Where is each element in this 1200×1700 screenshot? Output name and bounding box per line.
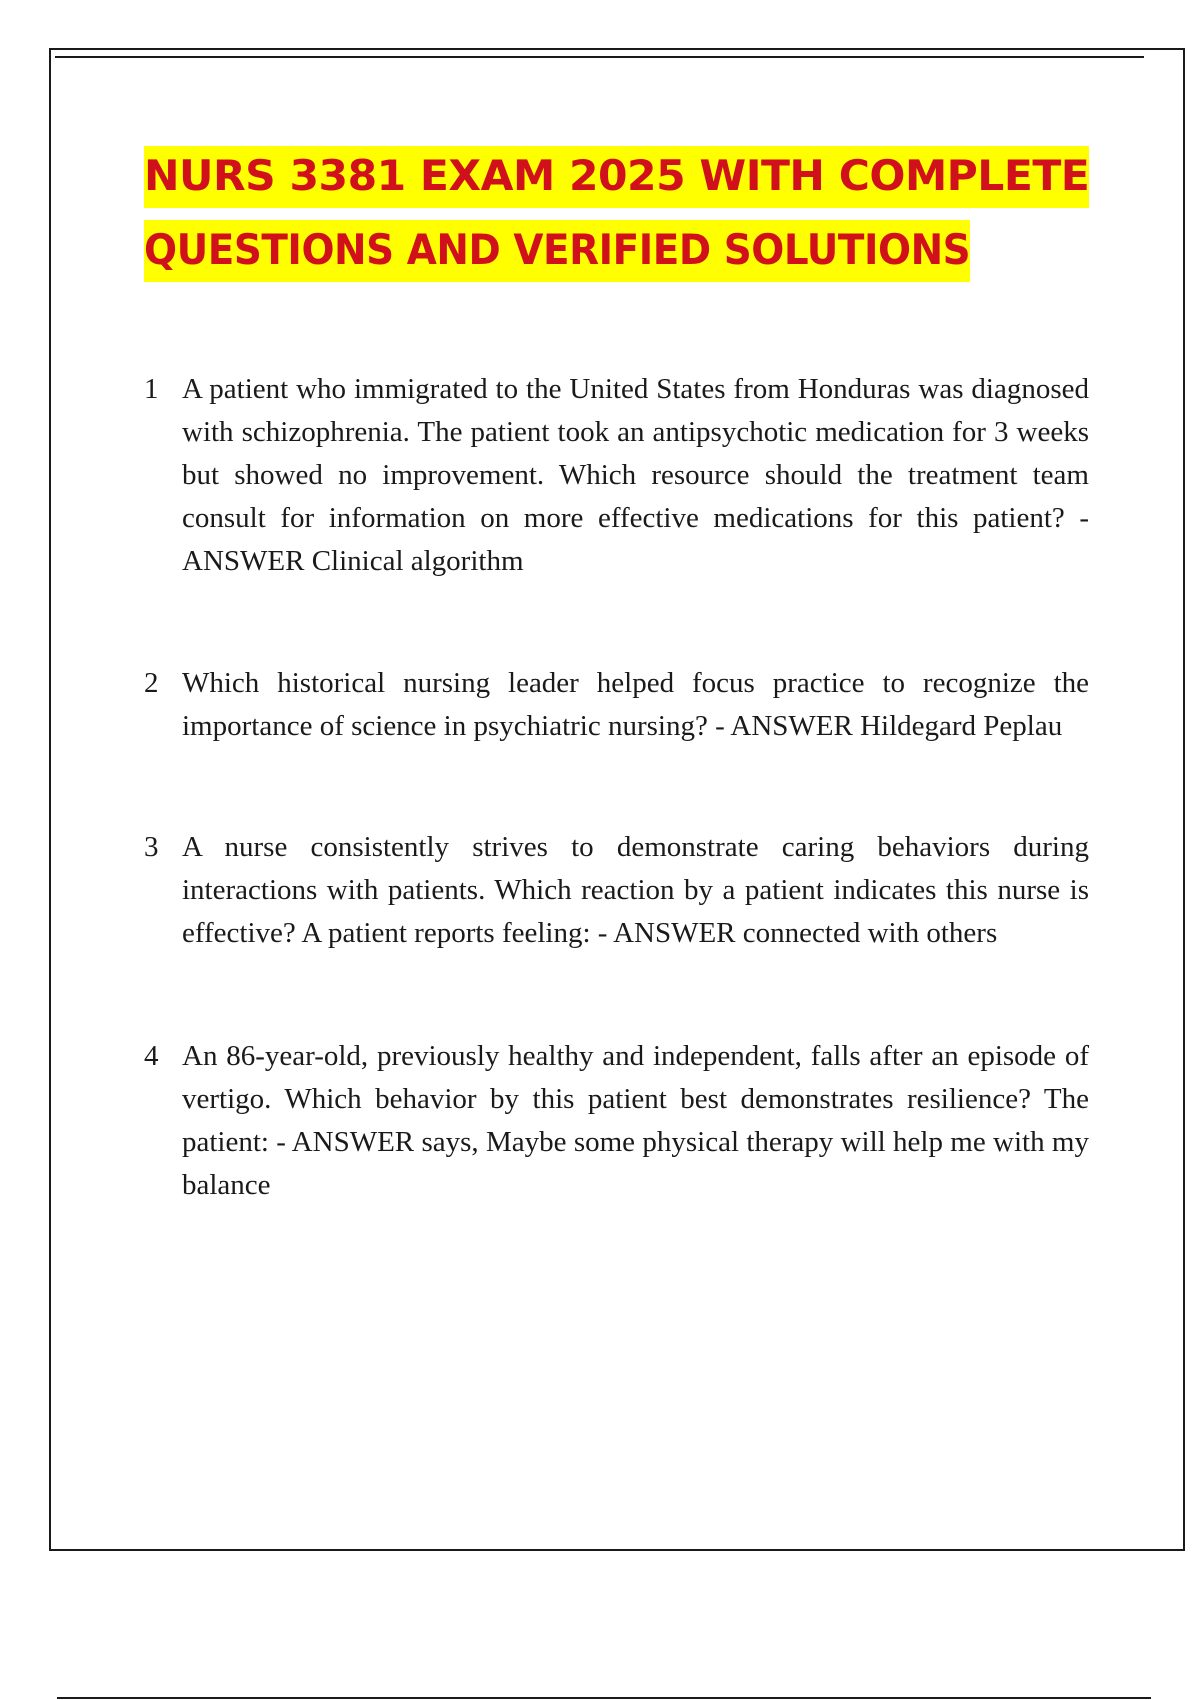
question-text: A patient who immigrated to the United States from Honduras was diagnosed with schizophrenia. The patient took an antipsychotic medication for 3 weeks but showed no improvement. Which resource should the treatment team consult for information on more effective medications for this patient? - ANSWER Clinical algorithm xyxy=(182,373,1089,577)
title-line-1: NURS 3381 EXAM 2025 WITH COMPLETE xyxy=(144,146,1089,208)
question-list xyxy=(144,368,1089,1207)
question-item xyxy=(144,826,1089,955)
question-number: 2 xyxy=(144,667,159,699)
question-item xyxy=(144,662,1089,748)
question-text: Which historical nursing leader helped focus practice to recognize the importance of science in psychiatric nursing? - ANSWER Hildegard Peplau xyxy=(182,667,1089,742)
question-item xyxy=(144,1035,1089,1207)
question-item xyxy=(144,368,1089,583)
document-title xyxy=(144,146,1089,282)
bottom-rule xyxy=(57,1697,1151,1699)
question-text: A nurse consistently strives to demonstrate caring behaviors during interactions with patients. Which reaction by a patient indicates this nurse is effective? A patient reports feeling: - ANSWER connected with others xyxy=(182,831,1089,949)
question-number: 3 xyxy=(144,831,159,863)
question-text: An 86-year-old, previously healthy and independent, falls after an episode of vertigo. Which behavior by this patient best demonstrates resilience? The patient: - ANSWER says, Maybe some physical therapy will help me with my balance xyxy=(182,1040,1089,1201)
question-number: 1 xyxy=(144,373,159,405)
question-number: 4 xyxy=(144,1040,159,1072)
title-line-2: QUESTIONS AND VERIFIED SOLUTIONS xyxy=(144,220,970,282)
